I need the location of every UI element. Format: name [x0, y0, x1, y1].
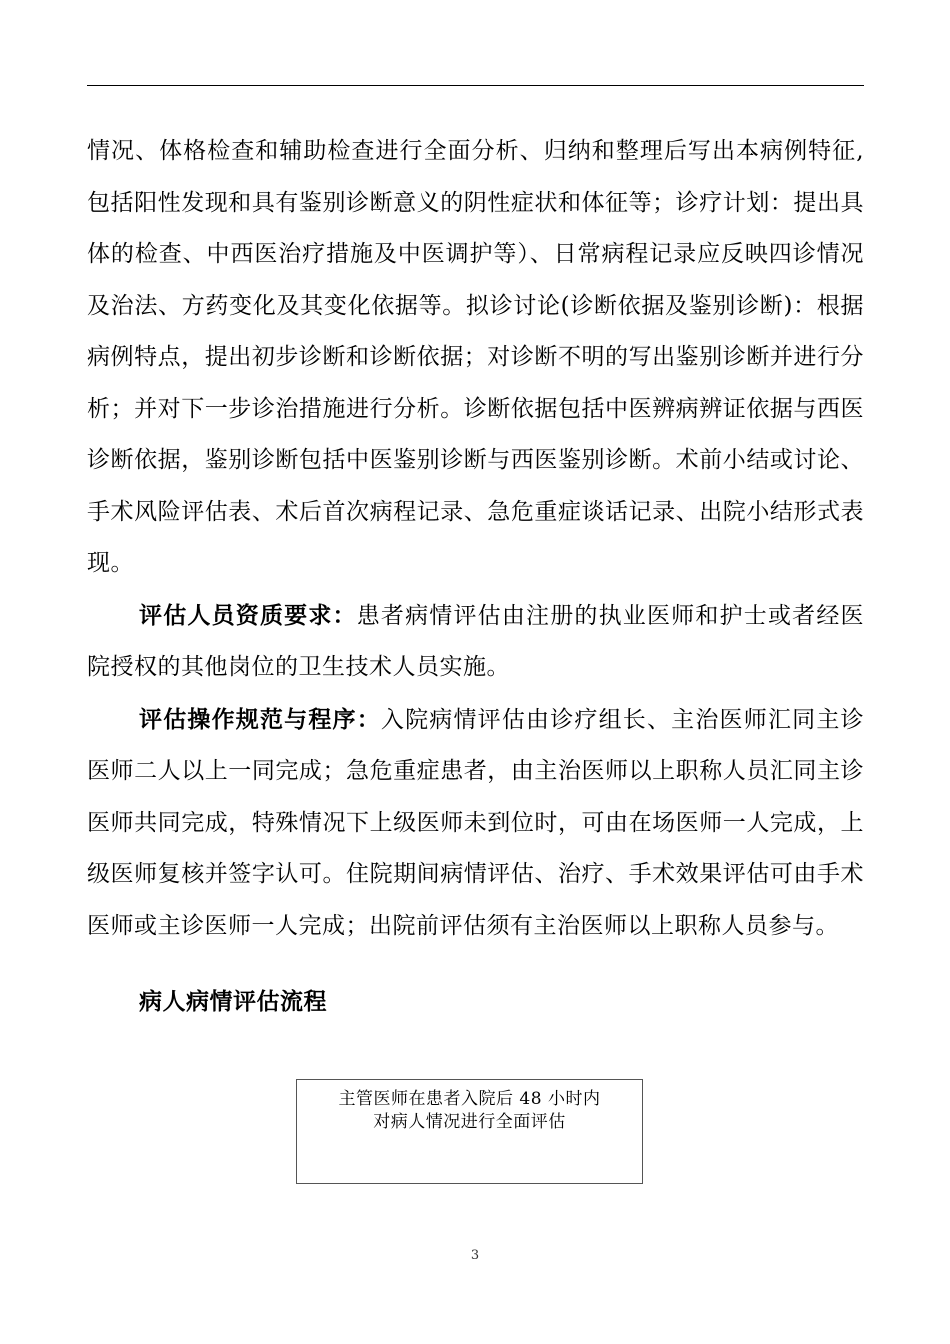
qualification-heading: 评估人员资质要求： — [139, 601, 357, 629]
document-body — [87, 126, 864, 952]
paragraph-procedure — [87, 694, 864, 953]
paragraph-qualification — [87, 590, 864, 694]
qualification-text: 患者病情评估由注册的执业医师和护士或者经医院授权的其他岗位的卫生技术人员实施。 — [87, 602, 865, 680]
flowchart-box-1-line-2: 对病人情况进行全面评估 — [373, 1112, 566, 1132]
page-number: 3 — [470, 1248, 480, 1263]
procedure-text: 入院病情评估由诊疗组长、主治医师汇同主诊医师二人以上一同完成；急危重症患者，由主治医师以上职称人员汇同主诊医师共同完成，特殊情况下上级医师未到位时，可由在场医师一人完成，上级医师复核并签字认可。住院期间病情评估、治疗、手术效果评估可由手术医师或主诊医师一人完成；出院前评估须有主治医师以上职称人员参与。 — [87, 706, 865, 939]
flowchart-box-1-line-1: 主管医师在患者入院后 48 小时内 — [338, 1089, 601, 1109]
flow-heading: 病人病情评估流程 — [139, 988, 327, 1015]
paragraph-continuation: 情况、体格检查和辅助检查进行全面分析、归纳和整理后写出本病例特征,包括阳性发现和具有鉴别诊断意义的阴性症状和体征等；诊疗计划：提出具体的检查、中西医治疗措施及中医调护等）、日常病程记录应反映四诊情况及治法、方药变化及其变化依据等。拟诊讨论(诊断依据及鉴别诊断)：根据病例特点，提出初步诊断和诊断依据；对诊断不明的写出鉴别诊断并进行分析；并对下一步诊治措施进行分析。诊断依据包括中医辨病辨证依据与西医诊断依据，鉴别诊断包括中医鉴别诊断与西医鉴别诊断。术前小结或讨论、手术风险评估表、术后首次病程记录、急危重症谈话记录、出院小结形式表现。 — [87, 138, 864, 576]
procedure-heading: 评估操作规范与程序： — [139, 705, 381, 733]
header-rule — [87, 85, 864, 86]
flowchart-box-1 — [296, 1079, 643, 1184]
